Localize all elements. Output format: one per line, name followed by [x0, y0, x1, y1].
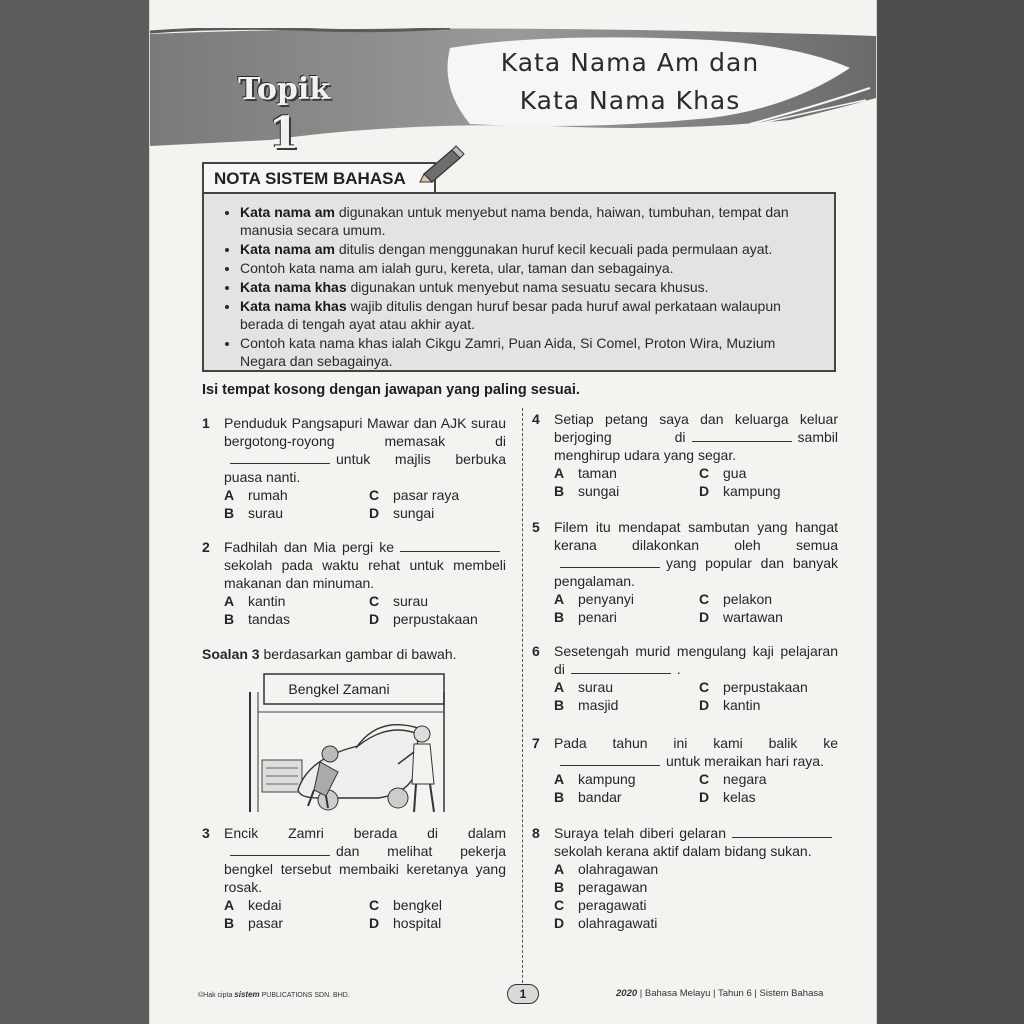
option-text: penyanyi [578, 591, 635, 607]
answer-options [554, 770, 838, 806]
question-text-before-blank: Suraya telah diberi gelaran [554, 825, 726, 841]
answer-options [554, 678, 838, 714]
option-letter: C [369, 897, 380, 913]
answer-options [554, 464, 838, 500]
topic-number: 1 [268, 108, 300, 159]
answer-options [224, 896, 506, 932]
option-c[interactable] [699, 770, 844, 788]
nota-item [240, 297, 824, 333]
option-letter: B [554, 697, 565, 713]
answer-options [224, 592, 506, 628]
question-stem [554, 734, 838, 770]
question-number: 5 [532, 519, 540, 535]
nota-item-text: wajib ditulis dengan huruf besar pada huruf awal perkataan walaupun berada di tengah ayat atau akhir ayat. [240, 298, 781, 332]
option-letter: B [554, 483, 565, 499]
question-number: 8 [532, 825, 540, 841]
soalan-3-label: Soalan 3 [202, 646, 260, 662]
option-b[interactable] [554, 788, 699, 806]
option-b[interactable] [554, 696, 699, 714]
option-letter: A [224, 897, 235, 913]
question-stem [554, 824, 838, 860]
option-text: kedai [248, 897, 282, 913]
question-4 [532, 410, 838, 500]
question-1 [202, 414, 506, 522]
question-stem [224, 824, 506, 896]
footer-year: 2020 [616, 988, 638, 999]
option-text: wartawan [723, 609, 783, 625]
question-text-before-blank: Setiap petang saya dan keluarga keluar berjoging di [554, 411, 838, 445]
option-b[interactable] [224, 504, 369, 522]
option-letter: D [369, 915, 380, 931]
question-3 [202, 824, 506, 932]
option-b[interactable] [554, 608, 699, 626]
pencil-icon [418, 144, 468, 184]
option-c[interactable] [554, 896, 844, 914]
question-text-after-blank: sekolah kerana aktif dalam bidang sukan. [554, 843, 812, 859]
soalan-3-text: berdasarkan gambar di bawah. [259, 646, 457, 662]
question-text-before-blank: Encik Zamri berada di dalam [224, 825, 506, 841]
nota-item [240, 259, 824, 277]
option-letter: A [554, 861, 565, 877]
option-a[interactable] [224, 896, 369, 914]
option-c[interactable] [699, 464, 844, 482]
topic-label: Topik [237, 72, 331, 107]
option-text: gua [723, 465, 747, 481]
option-a[interactable] [554, 464, 699, 482]
nota-box [202, 192, 836, 372]
option-letter: A [224, 487, 235, 503]
nota-item [240, 334, 824, 370]
nota-item [240, 278, 824, 296]
question-text-after-blank: untuk majlis berbuka puasa nanti. [224, 451, 506, 485]
background-strip [876, 0, 1024, 1024]
option-letter: A [554, 679, 565, 695]
topic-banner [150, 28, 876, 159]
option-b[interactable] [224, 610, 369, 628]
option-letter: B [554, 789, 565, 805]
option-a[interactable] [554, 860, 844, 878]
option-text: surau [578, 679, 614, 695]
option-letter: D [699, 789, 710, 805]
option-letter: A [554, 771, 565, 787]
option-text: perpustakaan [723, 679, 808, 695]
nota-item-term: Kata nama khas [240, 279, 347, 295]
option-text: negara [723, 771, 767, 787]
option-letter: C [699, 465, 710, 481]
option-letter: A [554, 591, 565, 607]
option-text: rumah [248, 487, 288, 503]
option-text: penari [578, 609, 617, 625]
answer-options [554, 590, 838, 626]
nota-item-text: digunakan untuk menyebut nama sesuatu secara khusus. [346, 279, 709, 295]
option-c[interactable] [699, 590, 844, 608]
option-d[interactable] [369, 914, 514, 932]
option-d[interactable] [554, 914, 844, 932]
option-letter: D [554, 915, 565, 931]
option-letter: A [224, 593, 235, 609]
option-d[interactable] [369, 610, 514, 628]
nota-item-text: ditulis dengan menggunakan huruf kecil kecuali pada permulaan ayat. [334, 241, 773, 257]
publisher-brand: sistem [234, 990, 260, 999]
option-c[interactable] [369, 592, 514, 610]
option-letter: C [554, 897, 565, 913]
option-letter: D [369, 505, 380, 521]
option-letter: B [554, 879, 565, 895]
nota-heading: NOTA SISTEM BAHASA [202, 162, 436, 194]
nota-item-term: Kata nama am [240, 241, 335, 257]
nota-item-text: Contoh kata nama khas ialah Cikgu Zamri, Puan Aida, Si Comel, Proton Wira, Muzium Negara dan sebagainya. [240, 335, 776, 369]
footer-details [616, 988, 823, 999]
option-c[interactable] [699, 678, 844, 696]
option-b[interactable] [554, 878, 844, 896]
nota-list [214, 203, 824, 370]
publisher-name: PUBLICATIONS SDN. BHD. [261, 992, 350, 999]
nota-item-text: digunakan untuk menyebut nama benda, haiwan, tumbuhan, tempat dan manusia secara umum. [240, 204, 789, 238]
option-letter: B [224, 915, 235, 931]
answer-options [224, 486, 506, 522]
option-text: sungai [578, 483, 620, 499]
answer-blank[interactable] [230, 843, 330, 856]
question-text-before-blank: Filem itu mendapat sambutan yang hangat kerana dilakonkan oleh semua [554, 519, 838, 553]
question-5 [532, 518, 838, 626]
question-stem [554, 518, 838, 590]
option-letter: C [369, 593, 380, 609]
question-text-after-blank: sambil menghirup udara yang segar. [554, 429, 838, 463]
option-text: kampung [723, 483, 781, 499]
question-text-after-blank: dan melihat pekerja bengkel tersebut membaiki keretanya yang rosak. [224, 843, 506, 895]
option-text: bengkel [393, 897, 443, 913]
option-text: peragawan [578, 879, 648, 895]
question-number: 7 [532, 735, 540, 751]
copyright-text: ©Hak cipta [198, 992, 233, 999]
nota-item [240, 240, 824, 258]
option-letter: C [369, 487, 380, 503]
option-text: surau [393, 593, 429, 609]
option-d[interactable] [369, 504, 514, 522]
option-a[interactable] [224, 592, 369, 610]
option-d[interactable] [699, 482, 844, 500]
option-letter: D [699, 483, 710, 499]
nota-item-text: Contoh kata nama am ialah guru, kereta, ular, taman dan sebagainya. [240, 260, 674, 276]
question-8 [532, 824, 838, 932]
option-text: kantin [248, 593, 286, 609]
question-text-before-blank: Pada tahun ini kami balik ke [554, 735, 838, 751]
option-letter: C [699, 771, 710, 787]
nota-item-term: Kata nama am [240, 204, 335, 220]
question-text-after-blank: sekolah pada waktu rehat untuk membeli makanan dan minuman. [224, 557, 506, 591]
question-stem [554, 642, 838, 678]
option-letter: B [224, 611, 235, 627]
worksheet-page [150, 0, 876, 1024]
option-c[interactable] [369, 896, 514, 914]
option-text: sungai [393, 505, 435, 521]
page-number: 1 [507, 984, 539, 1004]
answer-blank[interactable] [560, 555, 660, 568]
option-letter: D [699, 609, 710, 625]
option-text: masjid [578, 697, 619, 713]
option-letter: C [699, 679, 710, 695]
answer-blank[interactable] [732, 825, 832, 838]
page-title-line-1: Kata Nama Am dan [500, 48, 760, 77]
answer-options [554, 860, 838, 932]
option-a[interactable] [224, 486, 369, 504]
option-a[interactable] [554, 678, 699, 696]
question-number: 4 [532, 411, 540, 427]
question-text-after-blank: yang popular dan banyak pengalaman. [554, 555, 838, 589]
question-stem [224, 414, 506, 486]
option-letter: B [224, 505, 235, 521]
option-text: perpustakaan [393, 611, 478, 627]
option-text: olahragawan [578, 861, 659, 877]
option-letter: D [699, 697, 710, 713]
option-text: kampung [578, 771, 636, 787]
option-letter: D [369, 611, 380, 627]
option-b[interactable] [224, 914, 369, 932]
option-text: tandas [248, 611, 291, 627]
question-text-after-blank: untuk meraikan hari raya. [666, 753, 824, 769]
option-d[interactable] [699, 608, 844, 626]
question-stem [554, 410, 838, 464]
soalan-3-caption [202, 646, 457, 662]
option-text: peragawati [578, 897, 647, 913]
answer-blank[interactable] [400, 539, 500, 552]
question-text-after-blank: . [676, 661, 681, 677]
question-number: 1 [202, 415, 210, 431]
question-text-before-blank: Sesetengah murid mengulang kaji pelajaran di [554, 643, 838, 677]
question-number: 2 [202, 539, 210, 555]
option-text: pasar [248, 915, 284, 931]
answer-blank[interactable] [571, 661, 671, 674]
nota-item [240, 203, 824, 239]
option-letter: A [554, 465, 565, 481]
answer-blank[interactable] [560, 753, 660, 766]
option-a[interactable] [554, 590, 699, 608]
workshop-sign: Bengkel Zamani [288, 681, 390, 697]
option-letter: B [554, 609, 565, 625]
option-text: bandar [578, 789, 622, 805]
option-text: surau [248, 505, 284, 521]
option-b[interactable] [554, 482, 699, 500]
option-d[interactable] [699, 696, 844, 714]
question-7 [532, 734, 838, 806]
answer-blank[interactable] [230, 451, 330, 464]
option-a[interactable] [554, 770, 699, 788]
option-d[interactable] [699, 788, 844, 806]
question-text-before-blank: Penduduk Pangsapuri Mawar dan AJK surau bergotong-royong memasak di [224, 415, 506, 449]
option-c[interactable] [369, 486, 514, 504]
option-letter: C [699, 591, 710, 607]
nota-item-term: Kata nama khas [240, 298, 347, 314]
question-number: 6 [532, 643, 540, 659]
column-divider [522, 408, 523, 998]
instruction-text: Isi tempat kosong dengan jawapan yang paling sesuai. [202, 382, 580, 398]
option-text: olahragawati [578, 915, 658, 931]
page-title-line-2: Kata Nama Khas [519, 86, 741, 115]
question-2 [202, 538, 506, 628]
question-6 [532, 642, 838, 714]
option-text: taman [578, 465, 617, 481]
option-text: pasar raya [393, 487, 460, 503]
option-text: pelakon [723, 591, 773, 607]
footer-subject: | Bahasa Melayu | Tahun 6 | Sistem Bahasa [637, 988, 824, 999]
question-stem [224, 538, 506, 592]
option-text: kantin [723, 697, 761, 713]
answer-blank[interactable] [692, 429, 792, 442]
option-text: hospital [393, 915, 442, 931]
question-number: 3 [202, 825, 210, 841]
footer-copyright [198, 990, 350, 999]
question-text-before-blank: Fadhilah dan Mia pergi ke [224, 539, 394, 555]
option-text: kelas [723, 789, 756, 805]
